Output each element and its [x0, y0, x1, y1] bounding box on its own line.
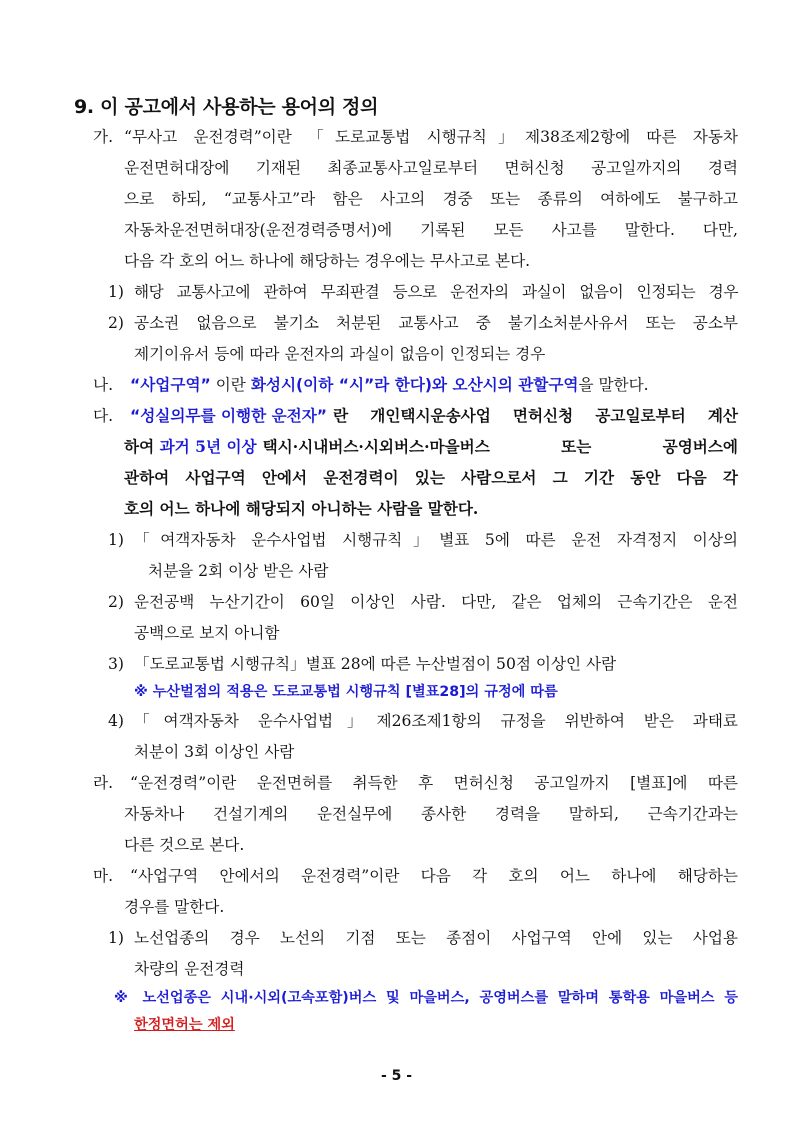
ga-subitem-2-line-2: 제기이유서 등에 따라 운전자의 과실이 없음이 인정되는 경우 — [134, 345, 546, 363]
ga-subitem-1-line-1: 해당 교통사고에 관하여 무죄판결 등으로 운전자의 과실이 없음이 인정되는 경우 — [134, 283, 738, 301]
da-penalty-note: ※ 누산벌점의 적용은 도로교통법 시행규칙 [별표28]의 규정에 따름 — [134, 684, 558, 700]
ga-line-2: 운전면허대장에 기재된 최종교통사고일로부터 면허신청 공고일까지의 경력 — [124, 159, 738, 177]
da-subitem-2-marker: 2) — [108, 593, 125, 611]
ga-subitem-2-marker: 2) — [108, 314, 125, 332]
ma-line-2: 경우를 말한다. — [124, 898, 225, 916]
ra-line-1: “운전경력”이란 운전면허를 취득한 후 면허신청 공고일까지 [별표]에 따른 — [130, 774, 738, 792]
da-subitem-3-line-1: 「도로교통법 시행규칙」별표 28에 따른 누산벌점이 50점 이상인 사람 — [134, 655, 617, 673]
da-term: “성실의무를 이행한 운전자” — [130, 407, 328, 425]
da-line-2-b: 택시·시내버스·시외버스·마을버스 또는 공영버스에 — [262, 437, 738, 456]
ga-line-3: 으로 하되, “교통사고”라 함은 사고의 경중 또는 종류의 여하에도 불구하고 — [124, 190, 738, 208]
da-subitem-2-line-1: 운전공백 누산기간이 60일 이상인 사람. 다만, 같은 업체의 근속기간은 운전 — [134, 593, 738, 611]
ma-route-note-line-2: 한정면허는 제외 — [134, 1017, 235, 1033]
da-subitem-1-line-2: 처분을 2회 이상 받은 사람 — [148, 562, 329, 580]
na-line-1 — [130, 375, 649, 395]
da-subitem-4-line-2: 처분이 3회 이상인 사람 — [134, 743, 295, 761]
da-line-3: 관하여 사업구역 안에서 운전경력이 있는 사람으로서 그 기간 동안 다음 각 — [124, 468, 738, 487]
da-subitem-1-marker: 1) — [108, 531, 125, 549]
da-subitem-4-line-1: 「여객자동차 운수사업법」제26조제1항의 규정을 위반하여 받은 과태료 — [134, 712, 738, 730]
da-period: 과거 5년 이상 — [159, 437, 257, 456]
ma-line-1: “사업구역 안에서의 운전경력”이란 다음 각 호의 어느 하나에 해당하는 — [130, 867, 738, 885]
ra-line-3: 다른 것으로 본다. — [124, 836, 245, 854]
na-definition: 화성시(이하 “시”라 한다)와 오산시의 관할구역 — [250, 376, 579, 394]
ma-route-note-line-1: ※ 노선업종은 시내·시외(고속포함)버스 및 마을버스, 공영버스를 말하며 통학용 마을버스 등 — [114, 990, 738, 1006]
na-mid: 이란 — [215, 376, 246, 394]
da-line-1 — [130, 406, 738, 426]
item-marker-da: 다. — [93, 407, 114, 425]
da-line-1-rest: 란 개인택시운송사업 면허신청 공고일로부터 계산 — [333, 406, 738, 425]
item-marker-na: 나. — [93, 376, 114, 394]
ga-subitem-2-line-1: 공소권 없음으로 불기소 처분된 교통사고 중 불기소처분사유서 또는 공소부 — [134, 314, 738, 332]
na-term: “사업구역” — [130, 376, 211, 394]
item-marker-ga: 가. — [93, 128, 114, 146]
da-subitem-2-line-2: 공백으로 보지 아니함 — [134, 624, 280, 642]
da-line-4: 호의 어느 하나에 해당되지 아니하는 사람을 말한다. — [124, 499, 479, 518]
ma-subitem-1-marker: 1) — [108, 929, 125, 947]
ma-subitem-1-line-1: 노선업종의 경우 노선의 기점 또는 종점이 사업구역 안에 있는 사업용 — [134, 929, 738, 947]
ga-line-5: 다음 각 호의 어느 하나에 해당하는 경우에는 무사고로 본다. — [124, 252, 531, 270]
ga-line-4: 자동차운전면허대장(운전경력증명서)에 기록된 모든 사고를 말한다. 다만, — [124, 221, 738, 239]
section-heading: 9. 이 공고에서 사용하는 용어의 정의 — [74, 96, 379, 118]
da-subitem-4-marker: 4) — [108, 712, 125, 730]
da-subitem-1-line-1: 「여객자동차 운수사업법 시행규칙」별표 5에 따른 운전 자격정지 이상의 — [134, 531, 738, 549]
da-line-2-a: 하여 — [124, 437, 155, 456]
ra-line-2: 자동차나 건설기계의 운전실무에 종사한 경력을 말하되, 근속기간과는 — [124, 805, 738, 823]
na-end: 을 말한다. — [578, 376, 649, 394]
item-marker-ma: 마. — [93, 867, 114, 885]
da-subitem-3-marker: 3) — [108, 655, 125, 673]
ga-subitem-1-marker: 1) — [108, 283, 125, 301]
ga-line-1: “무사고 운전경력”이란 「도로교통법 시행규칙」제38조제2항에 따른 자동차 — [124, 128, 738, 146]
item-marker-ra: 라. — [93, 774, 114, 792]
ma-subitem-1-line-2: 차량의 운전경력 — [134, 960, 245, 978]
page-number: - 5 - — [380, 1068, 413, 1084]
da-line-2 — [124, 437, 738, 457]
